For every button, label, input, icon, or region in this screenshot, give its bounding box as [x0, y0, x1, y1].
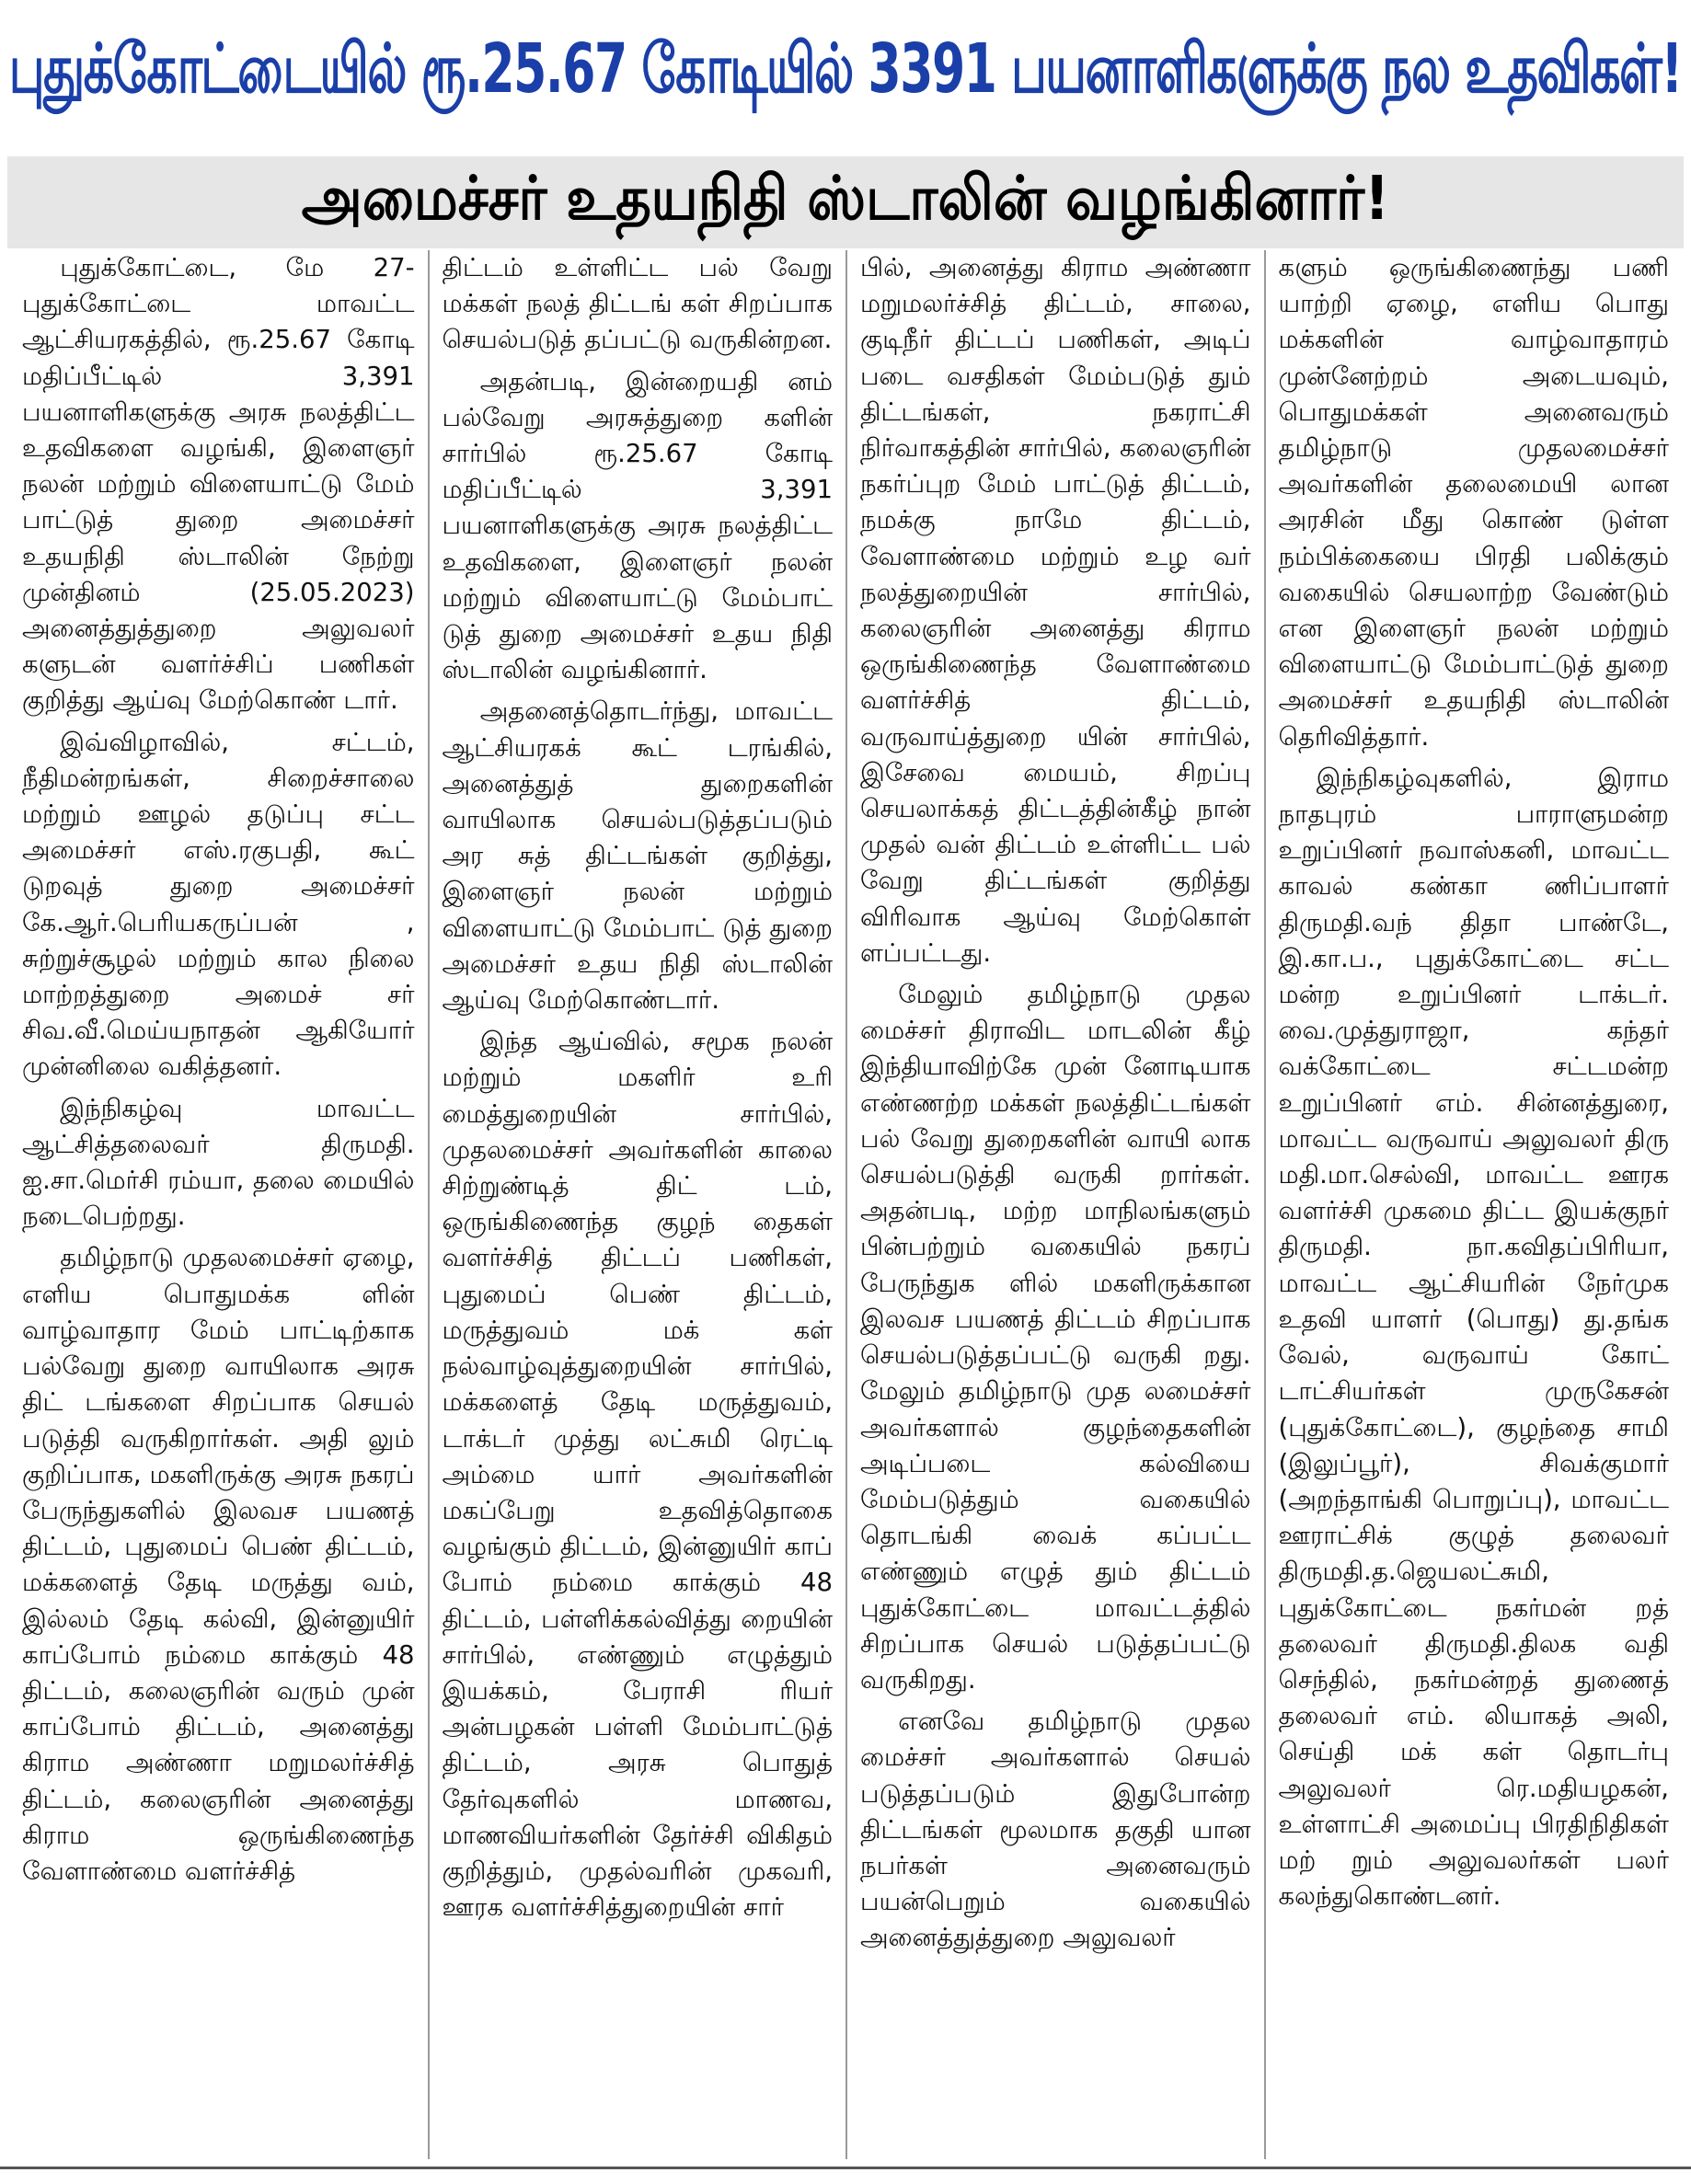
paragraph: தமிழ்நாடு முதலமைச்சர் ஏழை, எளிய பொதுமக்க ளின் வாழ்வாதார மேம் பாட்டிற்காக பல்வேறு துறை வாயிலாக அரசு திட் டங்களை சிறப்பாக செயல் படுத்தி வருகிறார்கள். அதி லும் குறிப்பாக, மகளிருக்கு அரசு நகரப் பேருந்துகளில் இலவச பயணத் திட்டம், புதுமைப் பெண் திட்டம், மக்களைத் தேடி மருத்து வம், இல்லம் தேடி கல்வி, இன்னுயிர் காப்போம் நம்மை காக்கும் 48 திட்டம், கலைஞரின் வரும் முன் காப்போம் திட்டம், அனைத்து கிராம அண்ணா மறுமலர்ச்சித் திட்டம், கலைஞரின் அனைத்து கிராம ஒருங்கிணைந்த வேளாண்மை வளர்ச்சித்: [22, 1243, 415, 1886]
article-column-1: [9, 250, 428, 2159]
paragraph: அதன்படி, இன்றையதி னம் பல்வேறு அரசுத்துறை களின் சார்பில் ரூ.25.67 கோடி மதிப்பீட்டில் 3,391 பயனாளிகளுக்கு அரசு நலத்திட்ட உதவிகளை, இளைஞர் நலன் மற்றும் விளையாட்டு மேம்பாட் டுத் துறை அமைச்சர் உதய நிதி ஸ்டாலின் வழங்கினார்.: [442, 366, 833, 685]
article-column-3: [846, 250, 1264, 2159]
paragraph: மேலும் தமிழ்நாடு முதல மைச்சர் திராவிட மாடலின் கீழ் இந்தியாவிற்கே முன் னோடியாக எண்ணற்ற மக்கள் நலத்திட்டங்கள் பல் வேறு துறைகளின் வாயி லாக செயல்படுத்தி வருகி றார்கள். அதன்படி, மற்ற மாநிலங்களும் பின்பற்றும் வகையில் நகரப் பேருந்துக ளில் மகளிருக்கான இலவச பயணத் திட்டம் சிறப்பாக செயல்படுத்தப்பட்டு வருகி றது. மேலும் தமிழ்நாடு முத லமைச்சர் அவர்களால் குழந்தைகளின் அடிப்படை கல்வியை மேம்படுத்தும் வகையில் தொடங்கி வைக் கப்பட்ட எண்ணும் எழுத் தும் திட்டம் புதுக்கோட்டை மாவட்டத்தில் சிறப்பாக செயல் படுத்தப்பட்டு வருகிறது.: [860, 980, 1251, 1695]
paragraph: திட்டம் உள்ளிட்ட பல் வேறு மக்கள் நலத் திட்டங் கள் சிறப்பாக செயல்படுத் தப்பட்டு வருகின்றன.: [442, 253, 833, 355]
paragraph: இவ்விழாவில், சட்டம், நீதிமன்றங்கள், சிறைச்சாலை மற்றும் ஊழல் தடுப்பு சட்ட அமைச்சர் எஸ்.ரகுபதி, கூட் டுறவுத் துறை அமைச்சர் கே.ஆர்.பெரியகருப்பன் , சுற்றுச்சூழல் மற்றும் கால நிலை மாற்றத்துறை அமைச் சர் சிவ.வீ.மெய்யநாதன் ஆகியோர் முன்னிலை வகித்தனர்.: [22, 727, 415, 1082]
article-column-2: [428, 250, 846, 2159]
headline: [0, 0, 1691, 147]
paragraph: பில், அனைத்து கிராம அண்ணா மறுமலர்ச்சித் திட்டம், சாலை, குடிநீர் திட்டப் பணிகள், அடிப் படை வசதிகள் மேம்படுத் தும் திட்டங்கள், நகராட்சி நிர்வாகத்தின் சார்பில், கலைஞரின் நகர்ப்புற மேம் பாட்டுத் திட்டம், நமக்கு நாமே திட்டம், வேளாண்மை மற்றும் உழ வர் நலத்துறையின் சார்பில், கலைஞரின் அனைத்து கிராம ஒருங்கிணைந்த வேளாண்மை வளர்ச்சித் திட்டம், வருவாய்த்துறை யின் சார்பில், இசேவை மையம், சிறப்பு செயலாக்கத் திட்டத்தின்கீழ் நான் முதல் வன் திட்டம் உள்ளிட்ட பல் வேறு திட்டங்கள் குறித்து விரிவாக ஆய்வு மேற்கொள் ளப்பட்டது.: [860, 253, 1251, 968]
subheadline-banner: [7, 156, 1684, 248]
paragraph: இந்நிகழ்வுகளில், இராம நாதபுரம் பாராளுமன்ற உறுப்பினர் நவாஸ்கனி, மாவட்ட காவல் கண்கா ணிப்பாளர் திருமதி.வந் திதா பாண்டே, இ.கா.ப., புதுக்கோட்டை சட்ட மன்ற உறுப்பினர் டாக்டர். வை.முத்துராஜா, கந்தர் வக்கோட்டை சட்டமன்ற உறுப்பினர் எம். சின்னத்துரை, மாவட்ட வருவாய் அலுவலர் திரு மதி.மா.செல்வி, மாவட்ட ஊரக வளர்ச்சி முகமை திட்ட இயக்குநர் திருமதி. நா.கவிதப்பிரியா, மாவட்ட ஆட்சியரின் நேர்முக உதவி யாளர் (பொது) து.தங்க வேல், வருவாய் கோட் டாட்சியர்கள் முருகேசன் (புதுக்கோட்டை), குழந்தை சாமி (இலுப்பூர்), சிவக்குமார் (அறந்தாங்கி பொறுப்பு), மாவட்ட ஊராட்சிக் குழுத் தலைவர் திருமதி.த.ஜெயலட்சுமி, புதுக்கோட்டை நகர்மன் றத் தலைவர் திருமதி.திலக வதி செந்தில், நகர்மன்றத் துணைத் தலைவர் எம். லியாகத் அலி, செய்தி மக் கள் தொடர்பு அலுவலர் ரெ.மதியழகன், உள்ளாட்சி அமைப்பு பிரதிநிதிகள் மற் றும் அலுவலர்கள் பலர் கலந்துகொண்டனர்.: [1278, 763, 1669, 1912]
article-column-4: [1264, 250, 1683, 2159]
paragraph: அதனைத்தொடர்ந்து, மாவட்ட ஆட்சியரகக் கூட் டரங்கில், அனைத்துத் துறைகளின் வாயிலாக செயல்படுத்தப்படும் அர சுத் திட்டங்கள் குறித்து, இளைஞர் நலன் மற்றும் விளையாட்டு மேம்பாட் டுத் துறை அமைச்சர் உதய நிதி ஸ்டாலின் ஆய்வு மேற்கொண்டார்.: [442, 696, 833, 1016]
article-body: [9, 250, 1682, 2159]
paragraph: எனவே தமிழ்நாடு முதல மைச்சர் அவர்களால் செயல் படுத்தப்படும் இதுபோன்ற திட்டங்கள் மூலமாக தகுதி யான நபர்கள் அனைவரும் பயன்பெறும் வகையில் அனைத்துத்துறை அலுவலர்: [860, 1707, 1251, 1953]
paragraph: இந்நிகழ்வு மாவட்ட ஆட்சித்தலைவர் திருமதி. ஐ.சா.மெர்சி ரம்யா, தலை மையில் நடைபெற்றது.: [22, 1093, 415, 1232]
paragraph: புதுக்கோட்டை, மே 27- புதுக்கோட்டை மாவட்ட ஆட்சியரகத்தில், ரூ.25.67 கோடி மதிப்பீட்டில் 3,391 பயனாளிகளுக்கு அரசு நலத்திட்ட உதவிகளை வழங்கி, இளைஞர் நலன் மற்றும் விளையாட்டு மேம் பாட்டுத் துறை அமைச்சர் உதயநிதி ஸ்டாலின் நேற்று முன்தினம் (25.05.2023) அனைத்துத்துறை அலுவலர் களுடன் வளர்ச்சிப் பணிகள் குறித்து ஆய்வு மேற்கொண் டார்.: [22, 253, 415, 716]
bottom-rule: [0, 2167, 1691, 2169]
paragraph: இந்த ஆய்வில், சமூக நலன் மற்றும் மகளிர் உரி மைத்துறையின் சார்பில், முதலமைச்சர் அவர்களின் காலை சிற்றுண்டித் திட் டம், ஒருங்கிணைந்த குழந் தைகள் வளர்ச்சித் திட்டப் பணிகள், புதுமைப் பெண் திட்டம், மருத்துவம் மக் கள் நல்வாழ்வுத்துறையின் சார்பில், மக்களைத் தேடி மருத்துவம், டாக்டர் முத்து லட்சுமி ரெட்டி அம்மை யார் அவர்களின் மகப்பேறு உதவித்தொகை வழங்கும் திட்டம், இன்னுயிர் காப் போம் நம்மை காக்கும் 48 திட்டம், பள்ளிக்கல்வித்து றையின் சார்பில், எண்ணும் எழுத்தும் இயக்கம், பேராசி ரியர் அன்பழகன் பள்ளி மேம்பாட்டுத் திட்டம், அரசு பொதுத் தேர்வுகளில் மாணவ, மாணவியர்களின் தேர்ச்சி விகிதம் குறித்தும், முதல்வரின் முகவரி, ஊரக வளர்ச்சித்துறையின் சார்: [442, 1027, 833, 1923]
paragraph: களும் ஒருங்கிணைந்து பணி யாற்றி ஏழை, எளிய பொது மக்களின் வாழ்வாதாரம் முன்னேற்றம் அடையவும், பொதுமக்கள் அனைவரும் தமிழ்நாடு முதலமைச்சர் அவர்களின் தலைமையி லான அரசின் மீது கொண் டுள்ள நம்பிக்கையை பிரதி பலிக்கும் வகையில் செயலாற்ற வேண்டும் என இளைஞர் நலன் மற்றும் விளையாட்டு மேம்பாட்டுத் துறை அமைச்சர் உதயநிதி ஸ்டாலின் தெரிவித்தார்.: [1278, 253, 1669, 752]
headline-text: புதுக்கோட்டையில் ரூ.25.67 கோடியில் 3391 பயனாளிகளுக்கு நல உதவிகள்!: [9, 29, 1682, 109]
subheadline-text: அமைச்சர் உதயநிதி ஸ்டாலின் வழங்கினார்!: [301, 163, 1390, 234]
